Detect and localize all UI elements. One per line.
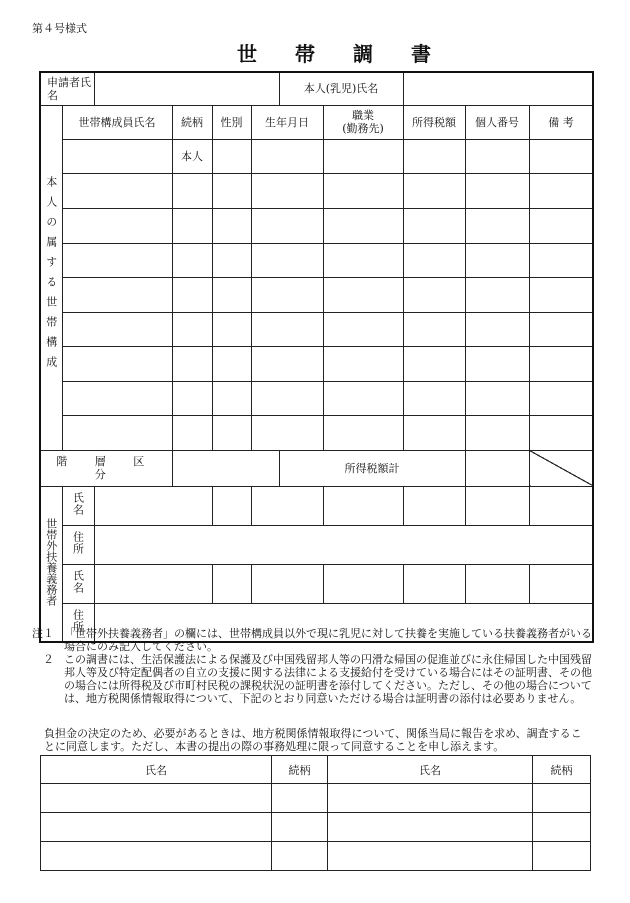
- member-name-cell[interactable]: [62, 346, 172, 381]
- outside-tax-cell[interactable]: [465, 564, 529, 603]
- member-occupation-cell[interactable]: [323, 208, 403, 243]
- member-row: [40, 139, 593, 173]
- outside-occupation-cell[interactable]: [403, 564, 465, 603]
- member-tax-cell[interactable]: [403, 415, 465, 450]
- member-relation-cell[interactable]: [172, 312, 212, 346]
- member-birth-cell[interactable]: [251, 208, 323, 243]
- form-number: 第４号様式: [32, 22, 87, 35]
- child-name-field[interactable]: [403, 72, 593, 105]
- col-income-tax: 所得税額: [403, 105, 465, 139]
- member-row: [40, 415, 593, 450]
- household-side-label: 本人の属する世帯構成: [40, 105, 62, 450]
- outside-name-cell[interactable]: [94, 564, 212, 603]
- signature-relation-cell[interactable]: [272, 784, 328, 813]
- outside-address-label: 住所: [62, 603, 94, 642]
- member-number-cell[interactable]: [465, 277, 529, 312]
- member-birth-cell[interactable]: [251, 415, 323, 450]
- member-number-cell[interactable]: [465, 312, 529, 346]
- member-name-cell[interactable]: [62, 173, 172, 208]
- member-remarks-cell[interactable]: [529, 243, 593, 277]
- signature-name-label: 氏名: [41, 756, 272, 784]
- member-row: [40, 208, 593, 243]
- member-birth-cell[interactable]: [251, 381, 323, 415]
- class-label: 階 層 区 分: [40, 450, 172, 486]
- member-occupation-cell[interactable]: [323, 243, 403, 277]
- col-occupation: [323, 105, 403, 139]
- member-number-cell[interactable]: [465, 415, 529, 450]
- member-tax-cell[interactable]: [403, 277, 465, 312]
- col-personal-number: 個人番号: [465, 105, 529, 139]
- member-row: [40, 173, 593, 208]
- member-name-cell[interactable]: [62, 139, 172, 173]
- member-sex-cell[interactable]: [212, 415, 251, 450]
- signature-relation-cell[interactable]: [533, 842, 591, 871]
- member-remarks-cell[interactable]: [529, 312, 593, 346]
- applicant-name-label: 申請者氏名: [40, 72, 94, 105]
- signature-table: [40, 755, 591, 871]
- member-birth-cell[interactable]: [251, 346, 323, 381]
- outside-birth-cell[interactable]: [323, 564, 403, 603]
- signature-relation-cell[interactable]: [272, 813, 328, 842]
- member-sex-cell[interactable]: [212, 277, 251, 312]
- member-birth-cell[interactable]: [251, 243, 323, 277]
- member-birth-cell[interactable]: [251, 139, 323, 173]
- member-row: [40, 277, 593, 312]
- note-1: [32, 627, 592, 653]
- signature-name-cell[interactable]: [328, 813, 533, 842]
- member-sex-cell[interactable]: [212, 346, 251, 381]
- col-member-name: 世帯構成員氏名: [62, 105, 172, 139]
- member-relation-cell: 本人: [172, 139, 212, 173]
- outside-occupation-cell[interactable]: [403, 486, 465, 525]
- member-name-cell[interactable]: [62, 415, 172, 450]
- member-birth-cell[interactable]: [251, 173, 323, 208]
- member-relation-cell[interactable]: [172, 243, 212, 277]
- member-occupation-cell[interactable]: [323, 381, 403, 415]
- member-sex-cell[interactable]: [212, 208, 251, 243]
- member-occupation-cell[interactable]: [323, 277, 403, 312]
- member-relation-cell[interactable]: [172, 346, 212, 381]
- member-tax-cell[interactable]: [403, 208, 465, 243]
- signature-relation-label: 続柄: [272, 756, 328, 784]
- col-remarks: 備 考: [529, 105, 593, 139]
- col-occupation-line1: 職業: [352, 109, 374, 122]
- member-number-cell[interactable]: [465, 346, 529, 381]
- member-name-cell[interactable]: [62, 312, 172, 346]
- member-tax-cell[interactable]: [403, 381, 465, 415]
- signature-relation-label: 続柄: [533, 756, 591, 784]
- member-row: [40, 243, 593, 277]
- member-relation-cell[interactable]: [172, 381, 212, 415]
- member-sex-cell[interactable]: [212, 312, 251, 346]
- member-sex-cell[interactable]: [212, 139, 251, 173]
- member-remarks-cell[interactable]: [529, 208, 593, 243]
- outside-tax-cell[interactable]: [465, 486, 529, 525]
- member-sex-cell[interactable]: [212, 243, 251, 277]
- class-value[interactable]: [172, 450, 279, 486]
- member-relation-cell[interactable]: [172, 277, 212, 312]
- signature-name-cell[interactable]: [328, 842, 533, 871]
- outside-number-cell[interactable]: [529, 486, 593, 525]
- signature-name-label: 氏名: [328, 756, 533, 784]
- member-number-cell[interactable]: [465, 243, 529, 277]
- member-name-cell[interactable]: [62, 243, 172, 277]
- note-2: [32, 653, 592, 705]
- member-remarks-cell[interactable]: [529, 277, 593, 312]
- member-relation-cell[interactable]: [172, 415, 212, 450]
- child-name-label: 本人(乳児)氏名: [279, 72, 403, 105]
- member-tax-cell[interactable]: [403, 173, 465, 208]
- outside-relation-cell[interactable]: [212, 564, 251, 603]
- member-name-cell[interactable]: [62, 277, 172, 312]
- member-row: [40, 312, 593, 346]
- signature-relation-cell[interactable]: [533, 813, 591, 842]
- outside-side-label: 世帯外扶養義務者: [40, 486, 62, 642]
- col-occupation-line2: (勤務先): [342, 122, 384, 135]
- member-relation-cell[interactable]: [172, 173, 212, 208]
- member-occupation-cell[interactable]: [323, 139, 403, 173]
- member-number-cell[interactable]: [465, 173, 529, 208]
- member-remarks-cell[interactable]: [529, 381, 593, 415]
- consent-text: 負担金の決定のため、必要があるときは、地方税関係情報取得について、関係当局に報告を求め、調査することに同意します。ただし、本書の提出の際の事務処理に限って同意することを申し添えます。: [44, 727, 582, 753]
- member-number-cell[interactable]: [465, 139, 529, 173]
- member-occupation-cell[interactable]: [323, 346, 403, 381]
- outside-sex-cell[interactable]: [251, 564, 323, 603]
- household-table: [39, 71, 594, 643]
- member-name-cell[interactable]: [62, 208, 172, 243]
- document-title: 世帯調書: [237, 42, 469, 66]
- outside-address-label: 住所: [62, 525, 94, 564]
- member-occupation-cell[interactable]: [323, 415, 403, 450]
- diagonal-slash-cell: [529, 450, 593, 486]
- member-number-cell[interactable]: [465, 381, 529, 415]
- member-birth-cell[interactable]: [251, 312, 323, 346]
- note-1-text: 「世帯外扶養義務者」の欄には、世帯構成員以外で現に乳児に対して扶養を実施している扶養義務者がいる場合にのみ記入してください。: [64, 627, 592, 653]
- note-2-label: ２: [43, 653, 54, 666]
- outside-name-label: 氏名: [62, 564, 94, 603]
- signature-relation-cell[interactable]: [533, 784, 591, 813]
- outside-birth-cell[interactable]: [323, 486, 403, 525]
- outside-name-cell[interactable]: [94, 486, 212, 525]
- member-tax-cell[interactable]: [403, 312, 465, 346]
- member-occupation-cell[interactable]: [323, 312, 403, 346]
- col-sex: 性別: [212, 105, 251, 139]
- col-birth-date: 生年月日: [251, 105, 323, 139]
- member-sex-cell[interactable]: [212, 173, 251, 208]
- note-1-label: 注１: [32, 627, 54, 640]
- member-remarks-cell[interactable]: [529, 139, 593, 173]
- outside-relation-cell[interactable]: [212, 486, 251, 525]
- outside-number-cell[interactable]: [529, 564, 593, 603]
- tax-total-value[interactable]: [465, 450, 529, 486]
- outside-name-label: 氏名: [62, 486, 94, 525]
- signature-relation-cell[interactable]: [272, 842, 328, 871]
- member-remarks-cell[interactable]: [529, 173, 593, 208]
- notes-section: [32, 627, 592, 705]
- member-sex-cell[interactable]: [212, 381, 251, 415]
- signature-name-cell[interactable]: [41, 784, 272, 813]
- member-remarks-cell[interactable]: [529, 415, 593, 450]
- col-relation: 続柄: [172, 105, 212, 139]
- note-2-text: この調書には、生活保護法による保護及び中国残留邦人等の円滑な帰国の促進並びに永住帰国した中国残留邦人等及び特定配偶者の自立の支援に関する法律による支援給付を受けている場合にはその証明書、その他の場合には所得税及び市町村民税の課税状況の証明書を添付してください。ただし、その他の場合については、地方税関係情報取得について、下記のとおり同意いただける場合は証明書の添付は必要ありません。: [64, 653, 592, 705]
- member-row: [40, 346, 593, 381]
- member-remarks-cell[interactable]: [529, 346, 593, 381]
- member-tax-cell[interactable]: [403, 139, 465, 173]
- member-number-cell[interactable]: [465, 208, 529, 243]
- outside-sex-cell[interactable]: [251, 486, 323, 525]
- applicant-name-field[interactable]: [94, 72, 279, 105]
- member-tax-cell[interactable]: [403, 243, 465, 277]
- member-row: [40, 381, 593, 415]
- outside-address-cell[interactable]: [94, 525, 593, 564]
- member-tax-cell[interactable]: [403, 346, 465, 381]
- member-birth-cell[interactable]: [251, 277, 323, 312]
- member-name-cell[interactable]: [62, 381, 172, 415]
- signature-name-cell[interactable]: [41, 813, 272, 842]
- signature-name-cell[interactable]: [41, 842, 272, 871]
- signature-name-cell[interactable]: [328, 784, 533, 813]
- member-relation-cell[interactable]: [172, 208, 212, 243]
- member-occupation-cell[interactable]: [323, 173, 403, 208]
- tax-total-label: 所得税額計: [279, 450, 465, 486]
